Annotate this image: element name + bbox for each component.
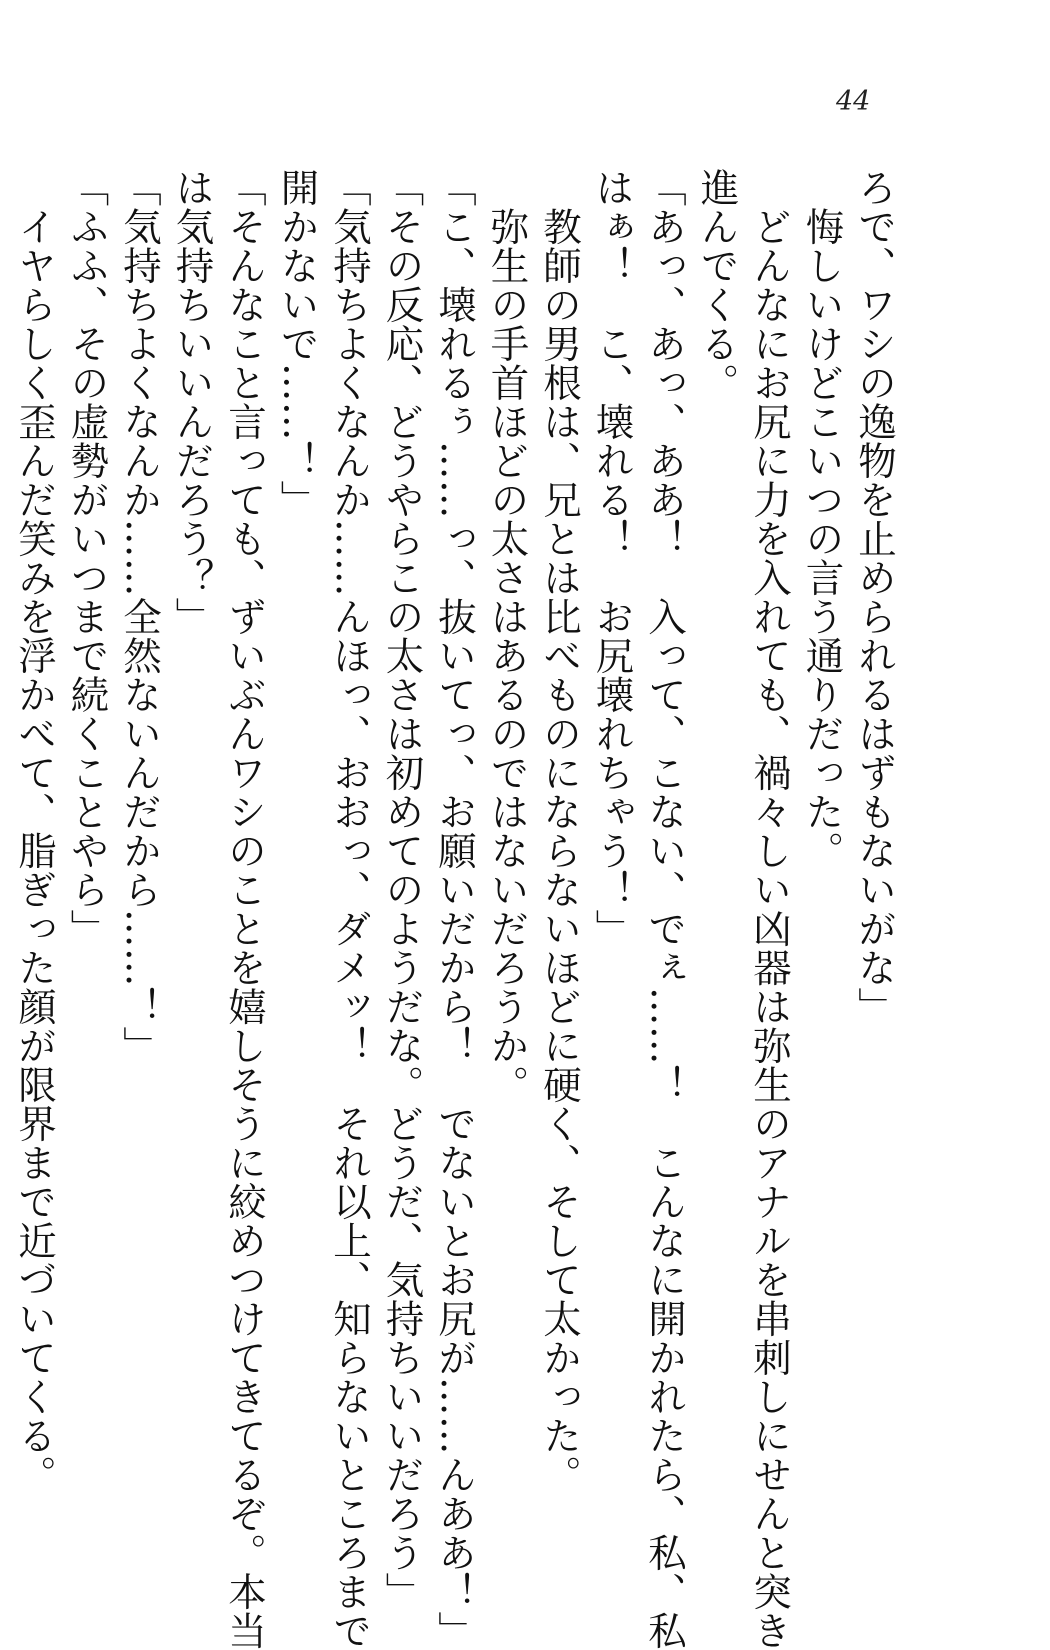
text-line: 「そんなこと言っても、ずいぶんワシのことを嬉しそうに絞めつけてきてるぞ。本当 <box>222 168 267 1650</box>
text-line: どんなにお尻に力を入れても、禍々しい凶器は弥生のアナルを串刺しにせんと突き <box>747 168 792 1650</box>
text-line: 「こ、壊れるぅ……っ、抜いてっ、お願いだから！ でないとお尻が……んああ！」 <box>432 168 477 1650</box>
text-line: 教師の男根は、兄とは比べものにならないほどに硬く、そして太かった。 <box>537 168 582 1494</box>
vertical-body-text <box>8 168 901 1650</box>
page-number: 44 <box>836 86 871 117</box>
text-line: 「ふふ、その虚勢がいつまで続くことやら」 <box>64 168 110 948</box>
text-line: は気持ちいいんだろう？」 <box>169 168 215 636</box>
text-line: ろで、ワシの逸物を止められるはずもないがな」 <box>852 168 897 1026</box>
text-line: 「あっ、あっ、ああ！ 入って、こない、でぇ……！ こんなに開かれたら、私、私 <box>642 168 687 1650</box>
text-line: 「気持ちよくなんか……全然ないんだから……！」 <box>117 168 162 1065</box>
text-line: イヤらしく歪んだ笑みを浮かべて、脂ぎった顔が限界まで近づいてくる。 <box>12 168 57 1494</box>
text-line: 開かないで……！」 <box>274 168 320 519</box>
text-line: はぁ！ こ、壊れる！ お尻壊れちゃう！」 <box>589 168 635 948</box>
text-line: 弥生の手首ほどの太さはあるのではないだろうか。 <box>484 168 530 1104</box>
text-line: 悔しいけどこいつの言う通りだった。 <box>799 168 845 870</box>
text-line: 「その反応、どうやらこの太さは初めてのようだな。どうだ、気持ちいいだろう」 <box>379 168 425 1611</box>
text-line: 進んでくる。 <box>694 168 740 402</box>
text-line: 「気持ちよくなんか……んほっ、おおっ、ダメッ！ それ以上、知らないところまで <box>327 168 372 1650</box>
